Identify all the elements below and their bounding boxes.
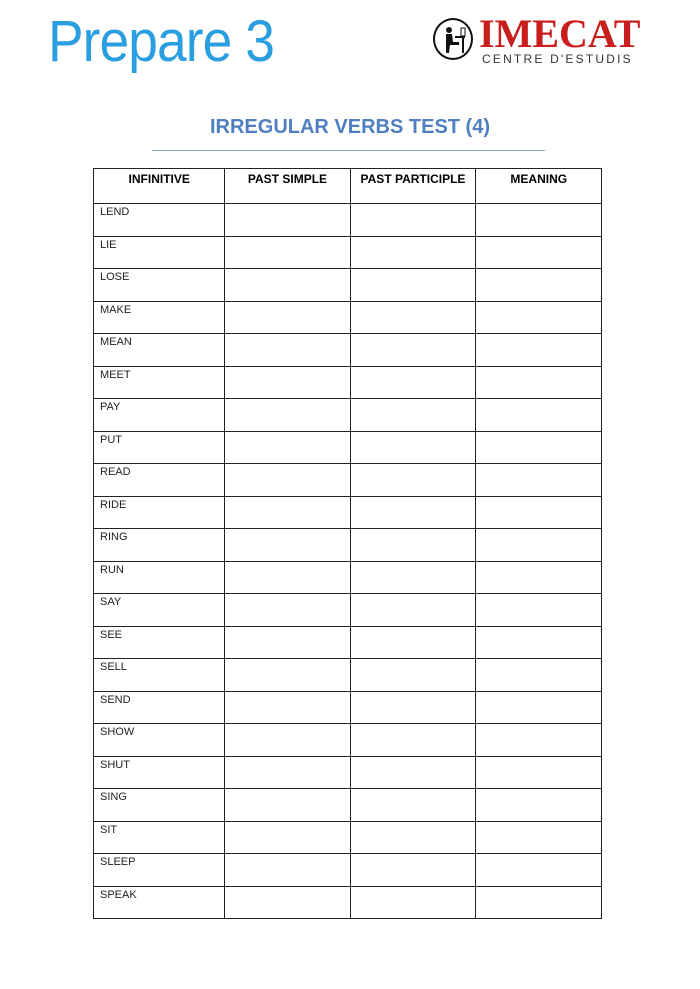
table-row: [94, 886, 602, 919]
past-participle-cell[interactable]: [350, 789, 476, 822]
meaning-cell[interactable]: [476, 659, 602, 692]
student-desk-icon: [433, 18, 473, 60]
past-simple-cell[interactable]: [225, 399, 350, 432]
table-row: [94, 269, 602, 302]
past-participle-cell[interactable]: [350, 301, 476, 334]
infinitive-cell: MEET: [94, 366, 225, 399]
infinitive-cell: SING: [94, 789, 225, 822]
meaning-cell[interactable]: [476, 821, 602, 854]
meaning-cell[interactable]: [476, 496, 602, 529]
past-simple-cell[interactable]: [225, 724, 350, 757]
table-row: [94, 431, 602, 464]
table-row: [94, 366, 602, 399]
infinitive-cell: SPEAK: [94, 886, 225, 919]
past-participle-cell[interactable]: [350, 334, 476, 367]
past-participle-cell[interactable]: [350, 594, 476, 627]
meaning-cell[interactable]: [476, 756, 602, 789]
table-row: [94, 334, 602, 367]
meaning-cell[interactable]: [476, 854, 602, 887]
table-row: [94, 659, 602, 692]
past-simple-cell[interactable]: [225, 561, 350, 594]
meaning-cell[interactable]: [476, 366, 602, 399]
meaning-cell[interactable]: [476, 431, 602, 464]
meaning-cell[interactable]: [476, 594, 602, 627]
past-participle-cell[interactable]: [350, 756, 476, 789]
infinitive-cell: LIE: [94, 236, 225, 269]
infinitive-cell: SHUT: [94, 756, 225, 789]
table-row: [94, 691, 602, 724]
past-participle-cell[interactable]: [350, 561, 476, 594]
past-participle-cell[interactable]: [350, 626, 476, 659]
meaning-cell[interactable]: [476, 334, 602, 367]
past-participle-cell[interactable]: [350, 204, 476, 237]
infinitive-cell: LEND: [94, 204, 225, 237]
past-participle-cell[interactable]: [350, 366, 476, 399]
past-simple-cell[interactable]: [225, 496, 350, 529]
past-participle-cell[interactable]: [350, 886, 476, 919]
infinitive-cell: PUT: [94, 431, 225, 464]
past-participle-cell[interactable]: [350, 464, 476, 497]
past-participle-cell[interactable]: [350, 431, 476, 464]
infinitive-cell: SELL: [94, 659, 225, 692]
column-header: PAST PARTICIPLE: [350, 169, 476, 204]
infinitive-cell: SEND: [94, 691, 225, 724]
meaning-cell[interactable]: [476, 269, 602, 302]
verbs-table: [93, 168, 602, 919]
past-simple-cell[interactable]: [225, 301, 350, 334]
past-simple-cell[interactable]: [225, 821, 350, 854]
past-participle-cell[interactable]: [350, 724, 476, 757]
meaning-cell[interactable]: [476, 691, 602, 724]
past-simple-cell[interactable]: [225, 626, 350, 659]
past-simple-cell[interactable]: [225, 366, 350, 399]
past-simple-cell[interactable]: [225, 269, 350, 302]
infinitive-cell: RIDE: [94, 496, 225, 529]
past-simple-cell[interactable]: [225, 659, 350, 692]
past-participle-cell[interactable]: [350, 854, 476, 887]
meaning-cell[interactable]: [476, 789, 602, 822]
past-simple-cell[interactable]: [225, 431, 350, 464]
past-simple-cell[interactable]: [225, 886, 350, 919]
past-simple-cell[interactable]: [225, 756, 350, 789]
imecat-logo: [433, 11, 658, 68]
past-simple-cell[interactable]: [225, 854, 350, 887]
infinitive-cell: RUN: [94, 561, 225, 594]
past-simple-cell[interactable]: [225, 529, 350, 562]
meaning-cell[interactable]: [476, 886, 602, 919]
meaning-cell[interactable]: [476, 529, 602, 562]
brand-title: Prepare 3: [48, 9, 275, 74]
table-row: [94, 236, 602, 269]
meaning-cell[interactable]: [476, 626, 602, 659]
meaning-cell[interactable]: [476, 236, 602, 269]
infinitive-cell: SIT: [94, 821, 225, 854]
meaning-cell[interactable]: [476, 301, 602, 334]
column-header: PAST SIMPLE: [225, 169, 350, 204]
table-row: [94, 626, 602, 659]
past-participle-cell[interactable]: [350, 659, 476, 692]
title-divider: [152, 150, 545, 151]
meaning-cell[interactable]: [476, 464, 602, 497]
past-participle-cell[interactable]: [350, 236, 476, 269]
table-row: [94, 756, 602, 789]
table-row: [94, 821, 602, 854]
past-simple-cell[interactable]: [225, 691, 350, 724]
past-participle-cell[interactable]: [350, 529, 476, 562]
table-row: [94, 561, 602, 594]
past-participle-cell[interactable]: [350, 821, 476, 854]
meaning-cell[interactable]: [476, 561, 602, 594]
infinitive-cell: LOSE: [94, 269, 225, 302]
past-simple-cell[interactable]: [225, 789, 350, 822]
meaning-cell[interactable]: [476, 204, 602, 237]
infinitive-cell: MEAN: [94, 334, 225, 367]
infinitive-cell: READ: [94, 464, 225, 497]
infinitive-cell: PAY: [94, 399, 225, 432]
past-participle-cell[interactable]: [350, 269, 476, 302]
table-row: [94, 789, 602, 822]
past-simple-cell[interactable]: [225, 594, 350, 627]
page-title: IRREGULAR VERBS TEST (4): [209, 116, 491, 138]
table-row: [94, 399, 602, 432]
logo-name: IMECAT: [479, 11, 641, 56]
table-row: [94, 854, 602, 887]
table-row: [94, 724, 602, 757]
infinitive-cell: SHOW: [94, 724, 225, 757]
infinitive-cell: SEE: [94, 626, 225, 659]
meaning-cell[interactable]: [476, 399, 602, 432]
past-participle-cell[interactable]: [350, 399, 476, 432]
table-row: [94, 529, 602, 562]
column-header: MEANING: [476, 169, 602, 204]
table-row: [94, 594, 602, 627]
past-simple-cell[interactable]: [225, 334, 350, 367]
column-header: INFINITIVE: [94, 169, 225, 204]
infinitive-cell: SLEEP: [94, 854, 225, 887]
past-simple-cell[interactable]: [225, 464, 350, 497]
past-simple-cell[interactable]: [225, 236, 350, 269]
infinitive-cell: SAY: [94, 594, 225, 627]
past-participle-cell[interactable]: [350, 691, 476, 724]
logo-subtitle: CENTRE D'ESTUDIS: [482, 52, 633, 66]
meaning-cell[interactable]: [476, 724, 602, 757]
infinitive-cell: MAKE: [94, 301, 225, 334]
table-row: [94, 496, 602, 529]
table-row: [94, 301, 602, 334]
table-row: [94, 464, 602, 497]
infinitive-cell: RING: [94, 529, 225, 562]
past-simple-cell[interactable]: [225, 204, 350, 237]
table-header-row: [94, 169, 602, 204]
table-row: [94, 204, 602, 237]
past-participle-cell[interactable]: [350, 496, 476, 529]
